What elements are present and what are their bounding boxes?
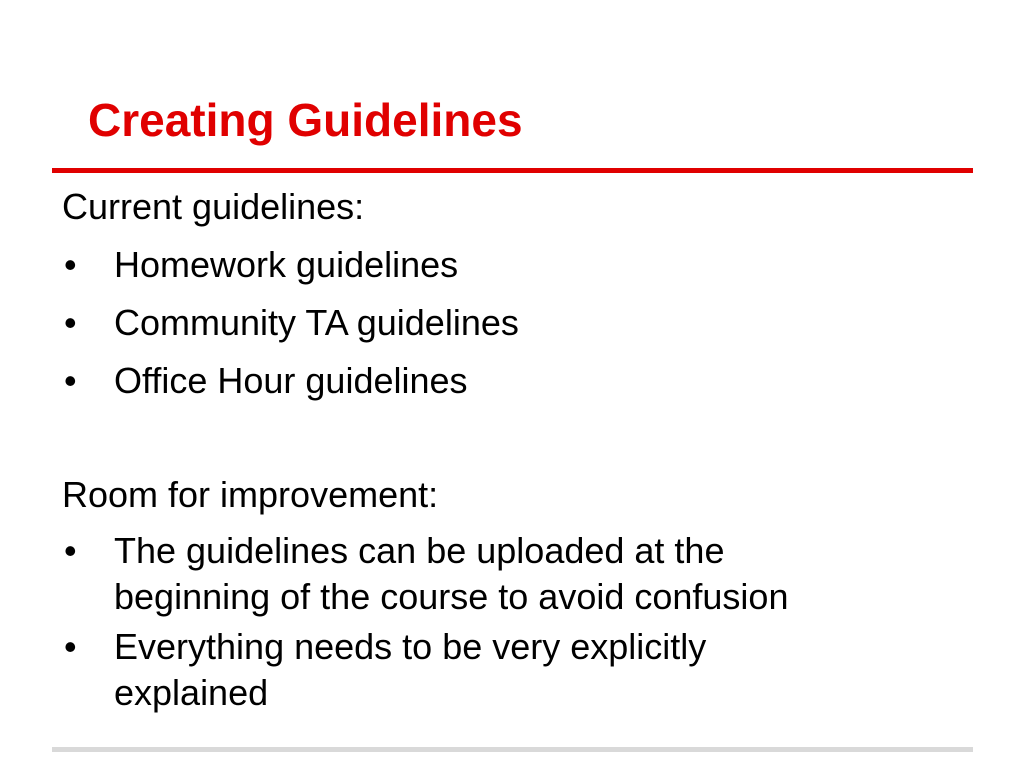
bullet-icon: • bbox=[64, 244, 77, 285]
list-item-text: Office Hour guidelines bbox=[114, 360, 468, 401]
list-item-text: Homework guidelines bbox=[114, 244, 459, 285]
bullet-icon: • bbox=[64, 360, 77, 401]
section-heading-current-guidelines: Current guidelines: bbox=[62, 186, 365, 227]
improvement-list bbox=[62, 528, 962, 716]
list-item bbox=[62, 624, 962, 716]
slide-title: Creating Guidelines bbox=[88, 94, 523, 146]
bullet-icon: • bbox=[64, 530, 77, 571]
list-item-text-line-1: Everything needs to be very explicitly bbox=[114, 626, 707, 667]
bullet-icon: • bbox=[64, 302, 77, 343]
list-item bbox=[62, 294, 962, 352]
list-item bbox=[62, 352, 962, 410]
title-underline-rule bbox=[52, 168, 973, 173]
list-item-text-line-1: The guidelines can be uploaded at the bbox=[114, 530, 725, 571]
section-heading-room-for-improvement: Room for improvement: bbox=[62, 474, 439, 515]
list-item bbox=[62, 528, 962, 620]
section-spacer bbox=[62, 410, 962, 466]
bottom-rule bbox=[52, 747, 973, 752]
current-guidelines-list bbox=[62, 236, 962, 410]
list-item-text: Community TA guidelines bbox=[114, 302, 519, 343]
list-item-text-line-2: beginning of the course to avoid confusion bbox=[114, 576, 789, 617]
bullet-icon: • bbox=[64, 626, 77, 667]
slide-body bbox=[62, 178, 962, 720]
list-item bbox=[62, 236, 962, 294]
list-item-text-line-2: explained bbox=[114, 672, 269, 713]
